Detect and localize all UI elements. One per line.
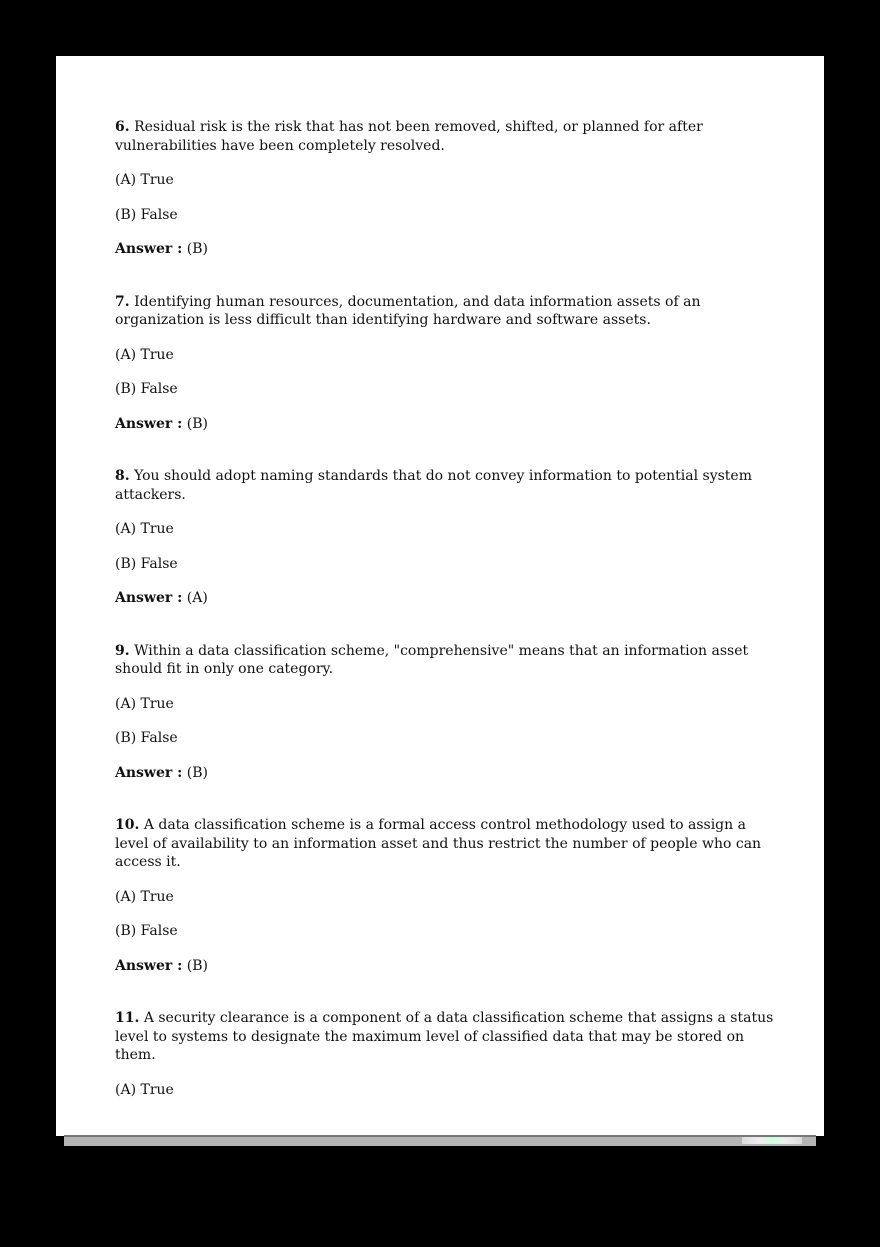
answer	[115, 589, 775, 608]
option-b: (B) False	[115, 381, 178, 397]
question-body: Identifying human resources, documentation, and data information assets of an organization is less difficult than identifying hardware and software assets.	[115, 293, 701, 328]
question-list	[115, 118, 775, 1133]
question-body: A security clearance is a component of a data classification scheme that assigns a status level to systems to designate the maximum level of classified data that may be stored on them.	[115, 1010, 774, 1063]
question-number: 7.	[115, 293, 130, 310]
option-a: (A) True	[115, 1081, 174, 1098]
question-number: 6.	[115, 119, 130, 135]
option-b: (B) False	[115, 555, 178, 572]
question-11	[115, 1009, 775, 1099]
document-page	[56, 56, 824, 1136]
option-a: (A) True	[115, 346, 174, 363]
question-10	[115, 816, 775, 975]
question-body: Within a data classification scheme, "comprehensive" means that an information asset should fit in only one category.	[115, 642, 749, 677]
question-8	[115, 467, 775, 608]
question-text	[115, 642, 775, 679]
answer-label: Answer :	[115, 241, 183, 257]
question-body: You should adopt naming standards that do not convey information to potential system attackers.	[115, 468, 752, 503]
question-number: 11.	[115, 1010, 140, 1026]
option-a: (A) True	[115, 172, 174, 188]
question-text	[115, 816, 775, 872]
answer	[115, 240, 775, 259]
answer-label: Answer :	[115, 590, 183, 606]
answer-label: Answer :	[115, 415, 183, 432]
question-6	[115, 118, 775, 259]
question-body: A data classification scheme is a formal access control methodology used to assign a level of availability to an information asset and thus restrict the number of people who can access it.	[115, 817, 762, 870]
answer-value: (B)	[186, 764, 208, 781]
horizontal-scrollbar[interactable]	[64, 1135, 816, 1146]
question-text	[115, 1009, 775, 1065]
answer	[115, 764, 775, 783]
option-b: (B) False	[115, 206, 178, 223]
question-number: 8.	[115, 468, 130, 484]
answer-value: (B)	[186, 241, 208, 257]
question-7	[115, 293, 775, 434]
answer-value: (A)	[186, 590, 208, 606]
question-number: 9.	[115, 642, 130, 659]
answer-label: Answer :	[115, 764, 183, 781]
scrollbar-end-region	[742, 1137, 802, 1144]
option-a: (A) True	[115, 695, 174, 712]
question-body: Residual risk is the risk that has not been removed, shifted, or planned for after vulnerabilities have been completely resolved.	[115, 119, 703, 154]
answer	[115, 415, 775, 434]
answer-value: (B)	[186, 415, 208, 432]
answer-value: (B)	[186, 957, 208, 974]
option-a: (A) True	[115, 888, 174, 905]
option-b: (B) False	[115, 730, 178, 746]
question-text	[115, 293, 775, 330]
option-a: (A) True	[115, 521, 174, 537]
question-text	[115, 467, 775, 504]
option-b: (B) False	[115, 923, 178, 939]
answer-label: Answer :	[115, 957, 183, 974]
question-text	[115, 118, 775, 155]
question-number: 10.	[115, 817, 140, 833]
question-9	[115, 642, 775, 783]
answer	[115, 957, 775, 976]
